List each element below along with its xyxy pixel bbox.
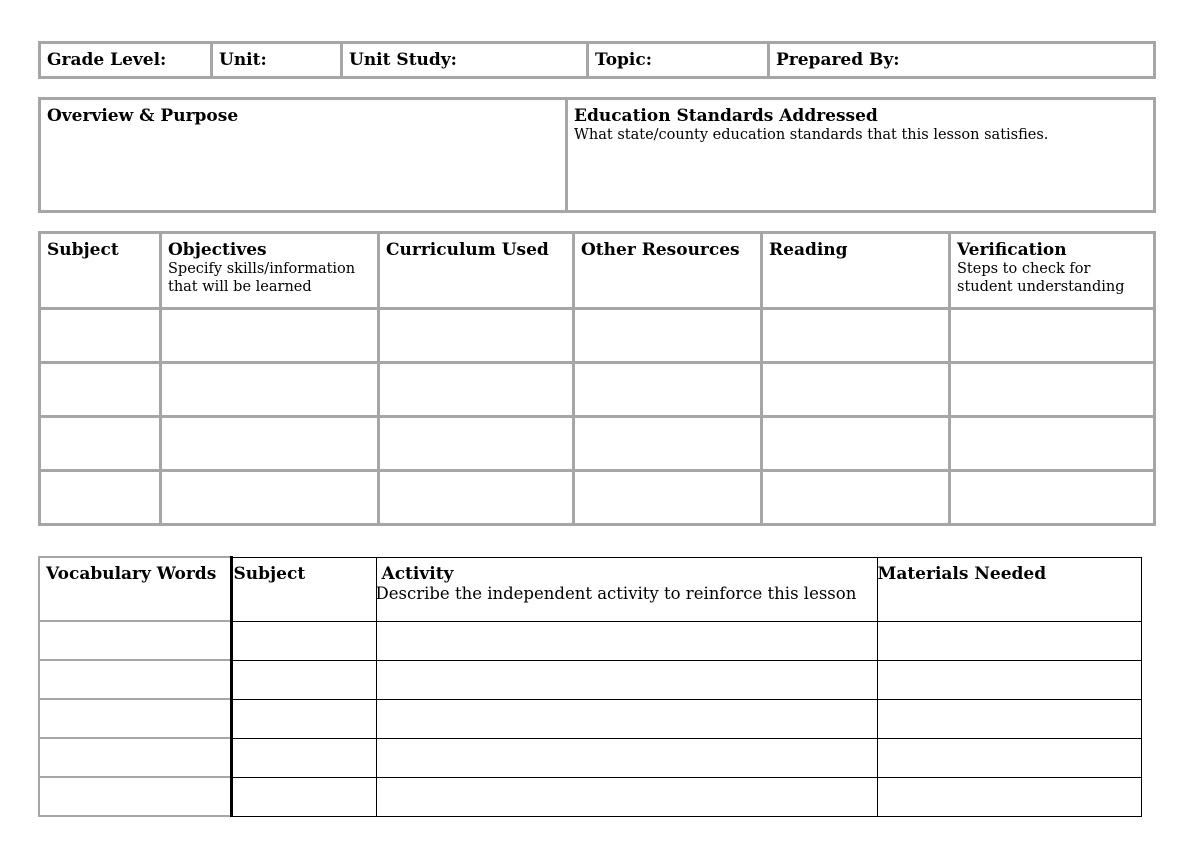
vocabulary-cell[interactable]: [39, 660, 231, 699]
activity-header-materials: [877, 557, 1141, 621]
lesson-header-reading: [762, 233, 950, 309]
activity-cell[interactable]: [231, 699, 376, 738]
lesson-cell[interactable]: [379, 363, 574, 417]
lesson-cell[interactable]: [762, 471, 950, 525]
overview-title: Overview & Purpose: [47, 106, 239, 126]
vocabulary-cell[interactable]: [39, 777, 231, 816]
standards-title: Education Standards Addressed: [574, 106, 878, 126]
unit-label: Unit:: [219, 50, 267, 70]
activity-subject-header-label: Subject: [233, 563, 306, 584]
vocabulary-cell[interactable]: [39, 621, 231, 660]
grade-level-cell[interactable]: [40, 43, 212, 78]
lesson-cell[interactable]: [379, 417, 574, 471]
unit-study-cell[interactable]: [342, 43, 588, 78]
activity-header-desc: Describe the independent activity to reinforce this lesson: [375, 583, 857, 603]
activity-cell[interactable]: [877, 777, 1141, 816]
lesson-table: [38, 231, 1156, 526]
standards-description: What state/county education standards that this lesson satisfies.: [574, 127, 1049, 143]
lesson-cell[interactable]: [950, 309, 1155, 363]
lesson-cell[interactable]: [762, 363, 950, 417]
verification-header-label: Verification: [957, 240, 1067, 260]
activity-header-vocabulary: [39, 557, 231, 621]
table-row: [39, 621, 1141, 660]
activity-cell[interactable]: [877, 621, 1141, 660]
overview-table: [38, 97, 1156, 213]
topic-cell[interactable]: [588, 43, 769, 78]
activity-cell[interactable]: [376, 621, 877, 660]
lesson-cell[interactable]: [40, 471, 161, 525]
vocabulary-cell[interactable]: [39, 738, 231, 777]
lesson-header-subject: [40, 233, 161, 309]
activity-cell[interactable]: [877, 738, 1141, 777]
lesson-cell[interactable]: [40, 417, 161, 471]
activity-cell[interactable]: [376, 777, 877, 816]
curriculum-header-label: Curriculum Used: [386, 240, 549, 260]
standards-cell[interactable]: [567, 99, 1155, 212]
table-row: [40, 471, 1155, 525]
table-row: [40, 363, 1155, 417]
table-row: [39, 660, 1141, 699]
lesson-header-curriculum: [379, 233, 574, 309]
grade-level-label: Grade Level:: [47, 50, 167, 70]
lesson-cell[interactable]: [950, 471, 1155, 525]
resources-header-label: Other Resources: [581, 240, 740, 260]
activity-cell[interactable]: [376, 660, 877, 699]
objectives-header-desc: Specify skills/information that will be learned: [168, 261, 356, 295]
lesson-cell[interactable]: [574, 471, 762, 525]
activity-cell[interactable]: [231, 660, 376, 699]
lesson-cell[interactable]: [574, 309, 762, 363]
activity-cell[interactable]: [877, 699, 1141, 738]
activity-header-subject: [231, 557, 376, 621]
activity-cell[interactable]: [376, 738, 877, 777]
prepared-by-cell[interactable]: [769, 43, 1155, 78]
overview-cell[interactable]: [40, 99, 567, 212]
subject-header-label: Subject: [47, 240, 119, 260]
objectives-header-label: Objectives: [168, 240, 267, 260]
activity-cell[interactable]: [231, 738, 376, 777]
table-row: [39, 738, 1141, 777]
table-row: [39, 777, 1141, 816]
lesson-cell[interactable]: [161, 309, 379, 363]
lesson-cell[interactable]: [161, 363, 379, 417]
lesson-header-resources: [574, 233, 762, 309]
lesson-cell[interactable]: [762, 417, 950, 471]
lesson-header-verification: [950, 233, 1155, 309]
lesson-cell[interactable]: [950, 417, 1155, 471]
lesson-cell[interactable]: [950, 363, 1155, 417]
prepared-by-label: Prepared By:: [776, 50, 900, 70]
activity-cell[interactable]: [231, 621, 376, 660]
vocabulary-header-label: Vocabulary Words: [46, 564, 217, 584]
lesson-cell[interactable]: [762, 309, 950, 363]
table-row: [39, 699, 1141, 738]
activity-cell[interactable]: [376, 699, 877, 738]
lesson-cell[interactable]: [379, 309, 574, 363]
lesson-cell[interactable]: [40, 309, 161, 363]
materials-header-label: Materials Needed: [877, 563, 1047, 584]
header-table: [38, 41, 1156, 79]
activity-header-label: Activity: [381, 563, 454, 584]
lesson-header-objectives: [161, 233, 379, 309]
unit-cell[interactable]: [212, 43, 342, 78]
activity-cell[interactable]: [877, 660, 1141, 699]
reading-header-label: Reading: [769, 240, 848, 260]
topic-label: Topic:: [595, 50, 653, 70]
vocabulary-cell[interactable]: [39, 699, 231, 738]
table-row: [40, 309, 1155, 363]
activity-header-activity: [376, 557, 877, 621]
unit-study-label: Unit Study:: [349, 50, 457, 70]
lesson-cell[interactable]: [574, 363, 762, 417]
activity-table: [38, 556, 1142, 817]
lesson-cell[interactable]: [379, 471, 574, 525]
lesson-cell[interactable]: [40, 363, 161, 417]
lesson-cell[interactable]: [161, 417, 379, 471]
table-row: [40, 417, 1155, 471]
verification-header-desc: Steps to check for student understanding: [957, 261, 1125, 295]
lesson-cell[interactable]: [574, 417, 762, 471]
lesson-cell[interactable]: [161, 471, 379, 525]
activity-cell[interactable]: [231, 777, 376, 816]
